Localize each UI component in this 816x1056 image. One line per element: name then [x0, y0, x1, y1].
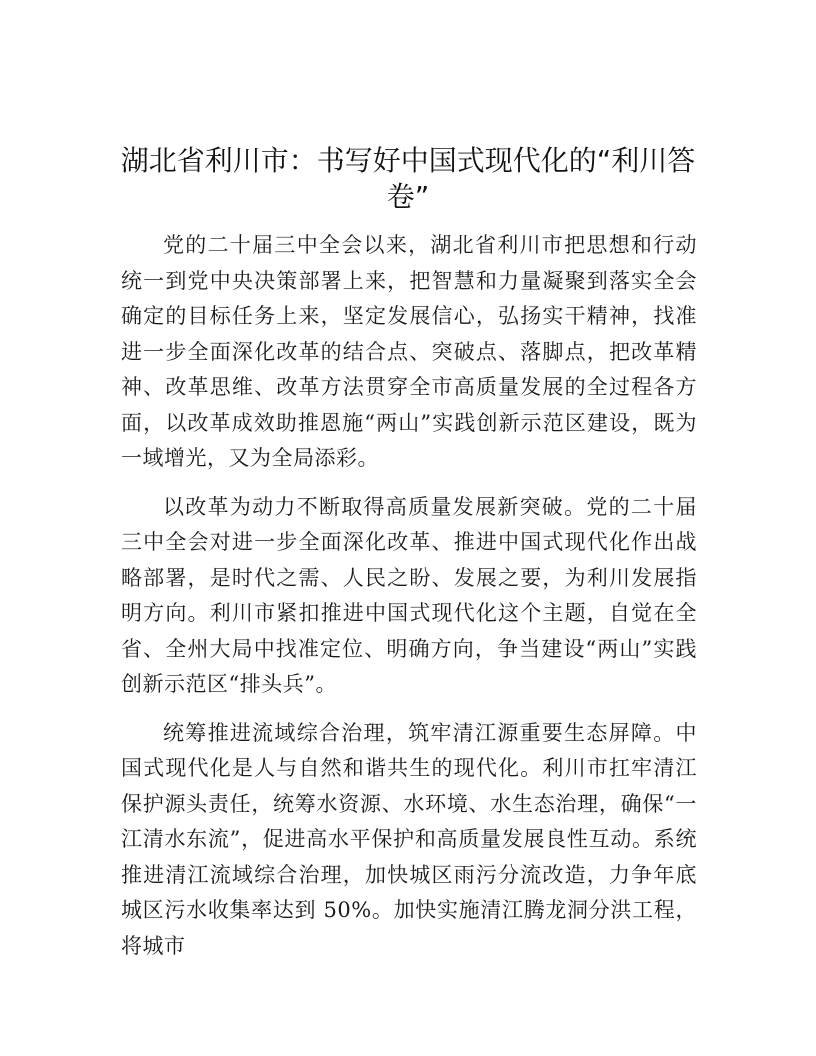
document-body	[121, 228, 697, 977]
document-title: 湖北省利川市：书写好中国式现代化的“利川答卷”	[120, 144, 696, 213]
paragraph: 统筹推进流域综合治理，筑牢清江源重要生态屏障。中国式现代化是人与自然和谐共生的现代化。利川市扛牢清江保护源头责任，统筹水资源、水环境、水生态治理，确保“一江清水东流”，促进高水平保护和高质量发展良性互动。系统推进清江流域综合治理，加快城区雨污分流改造，力争年底城区污水收集率达到 50%。加快实施清江腾龙洞分洪工程，将城市	[121, 720, 697, 958]
paragraph: 以改革为动力不断取得高质量发展新突破。党的二十届三中全会对进一步全面深化改革、推进中国式现代化作出战略部署，是时代之需、人民之盼、发展之要，为利川发展指明方向。利川市紧扣推进中国式现代化这个主题，自觉在全省、全州大局中找准定位、明确方向，争当建设“两山”实践创新示范区“排头兵”。	[121, 494, 697, 696]
paragraph: 党的二十届三中全会以来，湖北省利川市把思想和行动统一到党中央决策部署上来，把智慧和力量凝聚到落实全会确定的目标任务上来，坚定发展信心，弘扬实干精神，找准进一步全面深化改革的结合点、突破点、落脚点，把改革精神、改革思维、改革方法贯穿全市高质量发展的全过程各方面，以改革成效助推恩施“两山”实践创新示范区建设，既为一域增光，又为全局添彩。	[121, 233, 697, 470]
